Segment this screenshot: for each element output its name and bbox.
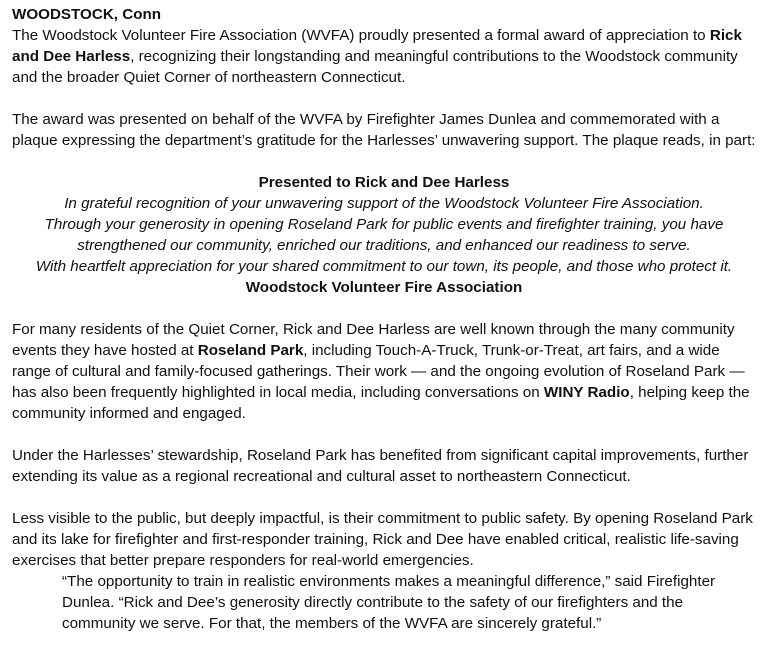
- dateline: WOODSTOCK, Conn: [12, 6, 162, 23]
- intro-text-a: The Woodstock Volunteer Fire Association (WVFA) proudly presented a formal award of appreciation to: [12, 27, 710, 44]
- honoree-names: Rick and Dee Harless: [12, 27, 742, 65]
- plaque-footer: Woodstock Volunteer Fire Association: [245, 279, 523, 296]
- plaque-text: [12, 172, 756, 298]
- paragraph-stewardship: Under the Harlesses’ stewardship, Roseland Park has benefited from significant capital improvements, further extending its value as a regional recreational and cultural asset to northeastern Connecticut.: [12, 447, 749, 485]
- community-text-a: For many residents of the Quiet Corner, Rick and Dee Harless are well known through the many community events they have hosted at: [12, 321, 735, 359]
- intro-text-b: , recognizing their longstanding and meaningful contributions to the Woodstock community and the broader Quiet Corner of northeastern Connecticut.: [12, 48, 738, 86]
- community-text-c: , helping keep the community informed and engaged.: [12, 384, 750, 422]
- plaque-line-3: With heartfelt appreciation for your shared commitment to our town, its people, and those who protect it.: [35, 258, 733, 275]
- winy-radio-name: WINY Radio: [543, 384, 630, 401]
- dunlea-quote: “The opportunity to train in realistic environments makes a meaningful difference,” said Firefighter Dunlea. “Rick and Dee’s generosity directly contribute to the safety of our firefighters and the community we serve. For that, the members of the WVFA are sincerely grateful.”: [62, 573, 716, 632]
- paragraph-safety: Less visible to the public, but deeply impactful, is their commitment to public safety. By opening Roseland Park and its lake for firefighter and first-responder training, Rick and Dee have enabled critical, realistic life-saving exercises that better prepare responders for real-world emergencies.: [12, 510, 753, 569]
- paragraph-community: [12, 319, 756, 424]
- roseland-park-name: Roseland Park: [197, 342, 304, 359]
- plaque-line-1: In grateful recognition of your unwavering support of the Woodstock Volunteer Fire Association.: [64, 195, 704, 212]
- paragraph-intro: [12, 25, 756, 88]
- plaque-line-2: Through your generosity in opening Roseland Park for public events and firefighter training, you have strengthened our community, enriched our traditions, and enhanced our readiness to serve.: [44, 216, 724, 254]
- paragraph-award: The award was presented on behalf of the WVFA by Firefighter James Dunlea and commemorated with a plaque expressing the department’s gratitude for the Harlesses’ unwavering support. The plaque reads, in part:: [12, 111, 756, 149]
- plaque-heading: Presented to Rick and Dee Harless: [258, 174, 510, 191]
- community-text-b: , including Touch-A-Truck, Trunk-or-Treat, art fairs, and a wide range of cultural and family-focused gatherings. Their work — and the ongoing evolution of Roseland Park — has also been frequently highlighted in local media, including conversations on: [12, 342, 745, 401]
